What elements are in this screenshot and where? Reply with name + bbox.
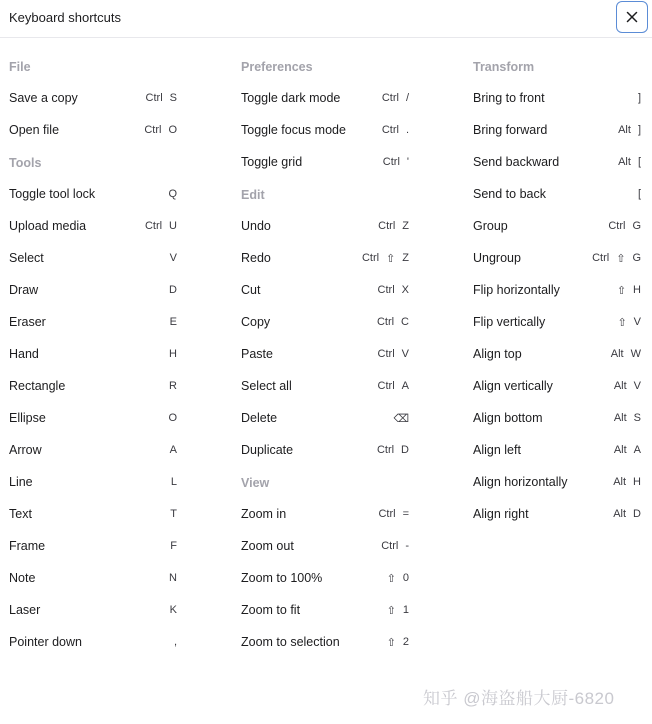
shortcut-keys [170,444,177,456]
shortcut-row [473,217,641,235]
shortcut-row [473,377,641,395]
shortcut-key: V [401,348,409,360]
shortcut-key: L [170,476,177,488]
shortcut-key: U [169,220,177,232]
shortcut-row [9,345,177,363]
shortcut-key: Ctrl [145,92,163,104]
shortcut-keys [638,92,641,104]
shortcut-key: Ctrl [381,92,399,104]
shortcut-keys [169,380,177,392]
shortcut-label: Send to back [473,187,546,201]
shortcut-label: Line [9,475,33,489]
shortcut-label: Toggle tool lock [9,187,96,201]
shortcut-row [9,121,177,139]
shortcut-label: Cut [241,283,261,297]
shortcut-key: ⇧ [386,252,396,265]
shortcut-key: G [632,220,641,232]
shortcut-row [9,89,177,107]
shortcut-keys [638,188,641,200]
dialog-header [0,0,652,38]
shortcut-row [9,217,177,235]
shortcut-key: Ctrl [608,220,626,232]
shortcut-row [9,313,177,331]
watermark: 知乎 @海盗船大厨-6820 [423,689,615,708]
shortcut-label: Save a copy [9,91,78,105]
shortcut-label: Eraser [9,315,46,329]
shortcut-key: S [169,92,177,104]
shortcut-keys [618,156,641,168]
shortcut-key: Alt [613,444,627,456]
shortcut-keys [377,316,409,328]
shortcut-keys [378,220,409,232]
shortcut-key: Z [402,252,409,264]
shortcut-keys [608,220,641,232]
shortcut-keys [146,92,177,104]
shortcut-key: Ctrl [378,508,396,520]
shortcut-keys [378,380,409,392]
shortcut-key: Ctrl [376,316,395,328]
shortcut-row [473,409,641,427]
shortcut-row [241,89,409,107]
shortcut-key: ' [406,156,409,168]
shortcut-key: ⌫ [393,412,409,425]
shortcut-row [9,505,177,523]
shortcut-key: V [633,380,641,392]
section-heading-preferences: Preferences [241,60,313,74]
shortcut-keys [145,220,177,232]
shortcut-row [9,569,177,587]
shortcut-row [473,153,641,171]
shortcut-key: C [401,316,409,328]
shortcut-row [241,313,409,331]
shortcut-label: Ungroup [473,251,521,265]
shortcut-row [241,153,409,171]
shortcut-label: Pointer down [9,635,82,649]
shortcut-row [473,89,641,107]
shortcut-label: Align bottom [473,411,543,425]
shortcut-key: [ [637,188,641,200]
shortcut-row [241,345,409,363]
shortcut-label: Toggle dark mode [241,91,341,105]
shortcut-row [473,441,641,459]
shortcut-row [241,505,409,523]
shortcut-key: A [169,444,177,456]
shortcut-label: Zoom in [241,507,287,521]
shortcut-key: N [169,572,177,584]
shortcut-key: Ctrl [378,220,396,232]
shortcut-row [9,473,177,491]
shortcut-key: X [401,284,409,296]
shortcut-label: Laser [9,603,41,617]
shortcut-label: Copy [241,315,271,329]
shortcut-keys [168,188,177,200]
shortcut-label: Open file [9,123,60,137]
shortcut-keys [617,284,641,297]
shortcut-keys [611,348,641,360]
shortcut-key: D [401,444,409,456]
shortcut-key: ⇧ [386,636,396,649]
shortcut-label: Paste [241,347,273,361]
shortcut-label: Select [9,251,44,265]
shortcut-key: [ [637,156,641,168]
shortcut-row [9,537,177,555]
shortcut-key: 2 [402,636,409,648]
shortcut-key: , [173,636,177,648]
shortcut-row [473,473,641,491]
shortcut-row [473,345,641,363]
shortcut-keys [614,412,641,424]
shortcut-keys [170,316,177,328]
shortcut-keys [169,284,177,296]
shortcut-key: 0 [402,572,409,584]
shortcut-label: Flip horizontally [473,283,560,297]
shortcut-key: Ctrl [382,156,400,168]
shortcut-keys [378,284,409,296]
shortcut-label: Align left [473,443,521,457]
shortcut-keys [171,476,177,488]
shortcut-row [473,121,641,139]
shortcut-key: K [169,604,177,616]
shortcut-key: O [168,412,177,424]
shortcut-label: Bring to front [473,91,545,105]
shortcut-keys [383,156,409,168]
section-heading-tools: Tools [9,156,42,170]
shortcut-label: Upload media [9,219,87,233]
shortcut-keys [381,540,409,552]
shortcut-keys [614,444,641,456]
shortcut-keys [613,508,641,520]
shortcut-keys [169,348,177,360]
shortcut-label: Rectangle [9,379,66,393]
shortcut-key: Ctrl [377,348,395,360]
shortcut-keys [170,604,177,616]
shortcut-label: Zoom out [241,539,294,553]
shortcut-row [241,601,409,619]
shortcut-key: ⇧ [386,604,396,617]
shortcut-key: D [633,508,641,520]
shortcut-row [473,249,641,267]
shortcut-key: Ctrl [381,124,399,136]
shortcut-key: A [633,444,641,456]
shortcut-label: Align top [473,347,522,361]
shortcut-key: R [169,380,177,392]
shortcut-keys [378,348,409,360]
shortcut-key: Ctrl [144,220,163,232]
shortcut-key: Q [168,188,177,200]
shortcut-row [9,185,177,203]
shortcut-keys [377,444,409,456]
shortcut-row [9,441,177,459]
shortcut-row [241,441,409,459]
shortcut-label: Text [9,507,32,521]
shortcut-label: Align right [473,507,529,521]
shortcut-key: - [405,540,409,552]
shortcut-row [9,249,177,267]
shortcut-key: . [405,124,409,136]
close-button[interactable] [616,1,648,33]
shortcut-key: Ctrl [144,124,162,136]
shortcut-key: Alt [613,412,627,424]
shortcut-keys [169,572,177,584]
shortcut-keys [613,476,641,488]
shortcut-keys [144,124,177,136]
shortcut-row [9,409,177,427]
shortcut-row [473,505,641,523]
shortcut-row [473,281,641,299]
shortcut-key: S [633,412,641,424]
shortcut-row [9,633,177,651]
shortcut-keys [618,124,641,136]
shortcut-key: V [169,252,177,264]
shortcut-keys [378,508,409,520]
shortcut-keys [174,636,177,648]
shortcut-keys [382,124,409,136]
shortcut-key: Ctrl [381,540,399,552]
shortcut-key: O [168,124,177,136]
shortcut-key: H [633,476,641,488]
shortcut-keys [387,636,409,649]
shortcut-label: Draw [9,283,39,297]
shortcut-key: ⇧ [616,284,627,297]
shortcut-label: Send backward [473,155,560,169]
shortcut-key: A [401,380,409,392]
shortcut-key: Alt [618,124,631,136]
shortcut-keys [393,412,409,425]
shortcut-key: H [169,348,177,360]
shortcut-keys [592,252,641,265]
shortcut-key: Ctrl [377,284,395,296]
shortcut-row [241,569,409,587]
section-heading-file: File [9,60,31,74]
shortcut-key: Ctrl [592,252,610,264]
shortcut-label: Ellipse [9,411,46,425]
shortcut-key: Z [402,220,409,232]
shortcut-label: Bring forward [473,123,548,137]
shortcut-label: Toggle focus mode [241,123,346,137]
shortcut-label: Hand [9,347,39,361]
shortcut-row [241,217,409,235]
shortcut-label: Zoom to fit [241,603,301,617]
shortcut-keys [382,92,409,104]
shortcut-keys [387,572,409,585]
shortcut-label: Select all [241,379,292,393]
shortcut-label: Flip vertically [473,315,546,329]
shortcut-key: F [170,540,177,552]
shortcut-key: Alt [613,476,627,488]
shortcut-row [241,121,409,139]
shortcut-label: Arrow [9,443,42,457]
shortcut-key: Ctrl [361,252,380,264]
shortcut-label: Zoom to 100% [241,571,323,585]
shortcut-keys [362,252,409,265]
shortcut-row [473,185,641,203]
shortcut-keys [614,380,641,392]
shortcut-keys [170,540,177,552]
dialog-title: Keyboard shortcuts [9,10,122,25]
shortcut-row [241,409,409,427]
shortcut-key: H [633,284,641,296]
shortcut-key: W [630,348,641,360]
shortcut-keys [168,412,177,424]
shortcut-row [241,537,409,555]
section-heading-view: View [241,476,270,490]
shortcut-row [241,633,409,651]
shortcut-row [241,249,409,267]
section-heading-transform: Transform [473,60,535,74]
shortcut-keys [170,508,177,520]
shortcut-key: ⇧ [617,316,627,329]
shortcut-label: Undo [241,219,271,233]
shortcut-label: Note [9,571,36,585]
shortcut-key: = [402,508,409,520]
shortcut-label: Frame [9,539,46,553]
shortcut-key: ] [637,92,641,104]
shortcut-key: T [170,508,177,520]
shortcut-key: ⇧ [386,572,396,585]
shortcut-key: V [633,316,641,328]
shortcut-key: Alt [618,156,631,168]
shortcut-key: Ctrl [376,444,395,456]
shortcut-label: Align vertically [473,379,553,393]
shortcut-key: ⇧ [616,252,626,265]
shortcut-keys [617,316,641,329]
shortcut-key: Ctrl [377,380,395,392]
shortcut-label: Redo [241,251,271,265]
shortcut-row [241,377,409,395]
shortcut-label: Zoom to selection [241,635,340,649]
shortcut-row [9,281,177,299]
shortcut-row [473,313,641,331]
shortcut-key: D [169,284,177,296]
shortcut-label: Align horizontally [473,475,568,489]
shortcut-key: Alt [613,380,627,392]
shortcut-key: / [405,92,409,104]
shortcut-row [241,281,409,299]
section-heading-edit: Edit [241,188,265,202]
shortcut-keys [170,252,177,264]
shortcut-label: Group [473,219,508,233]
shortcut-label: Toggle grid [241,155,303,169]
shortcut-key: G [632,252,641,264]
shortcut-label: Delete [241,411,278,425]
close-icon [626,11,638,23]
shortcut-key: ] [637,124,641,136]
shortcut-key: Alt [613,508,627,520]
shortcut-keys [387,604,409,617]
shortcut-row [9,601,177,619]
shortcut-label: Duplicate [241,443,294,457]
shortcut-row [9,377,177,395]
shortcut-key: Alt [610,348,624,360]
shortcut-key: E [169,316,177,328]
shortcut-key: 1 [402,604,409,616]
